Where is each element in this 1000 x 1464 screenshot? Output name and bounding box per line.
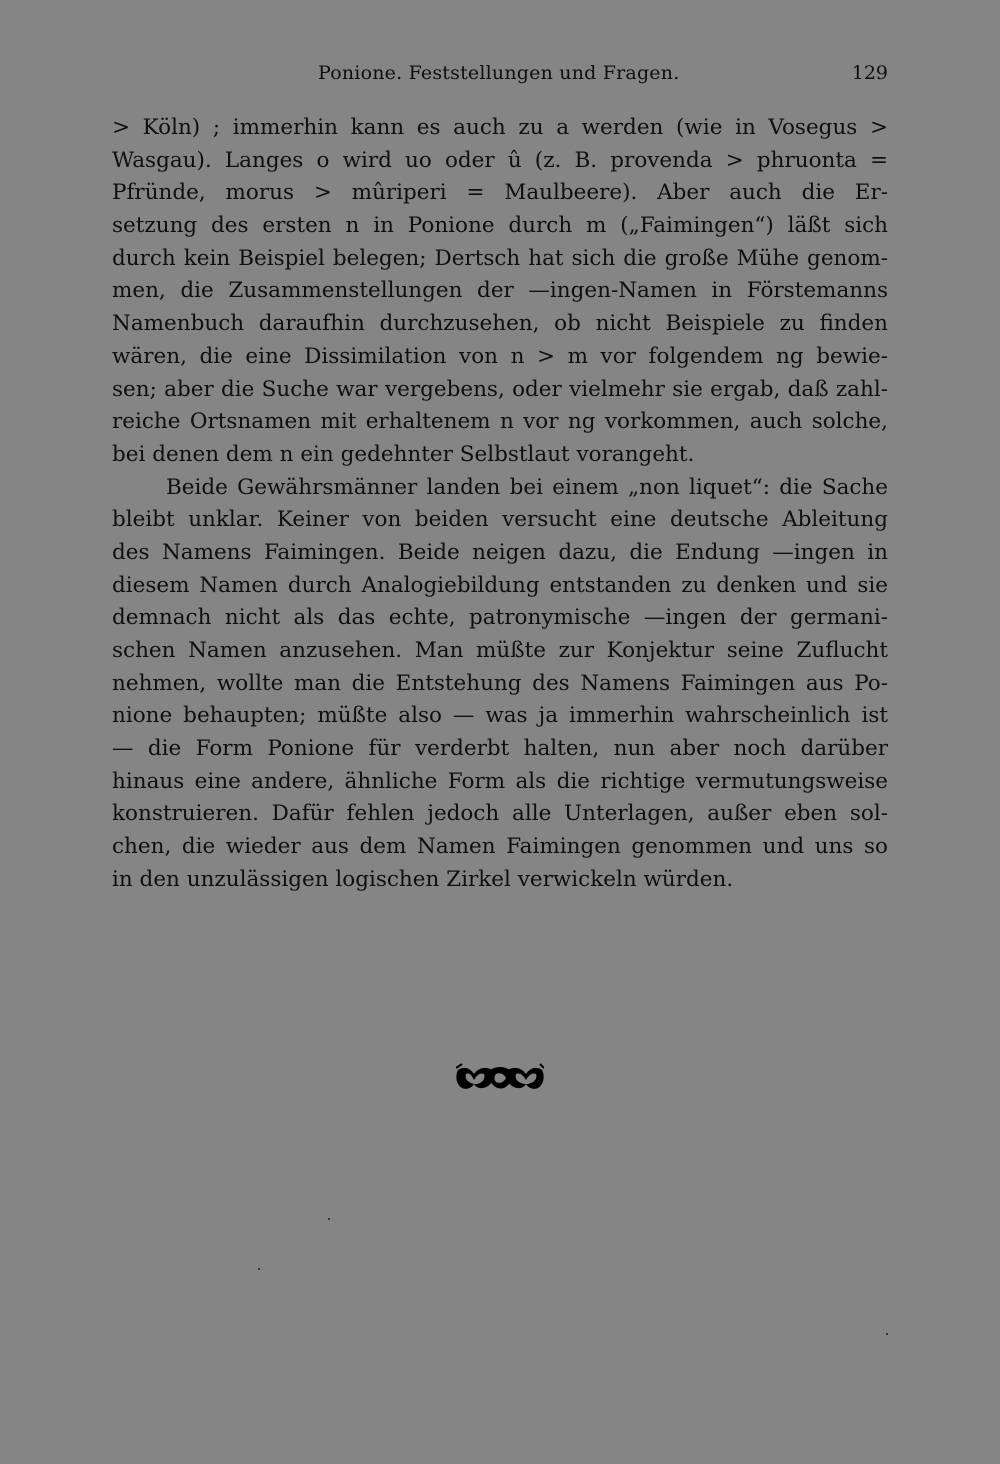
text-line: Wasgau). Langes o wird uo oder û (z. B. provenda > phruonta =: [112, 147, 888, 173]
text-line: in den unzulässigen logischen Zirkel verwickeln würden.: [112, 866, 734, 892]
text-line: konstruieren. Dafür fehlen jedoch alle Unterlagen, außer eben sol-: [112, 801, 888, 827]
fleuron-ornament-icon: [456, 1062, 544, 1102]
text-line: sen; aber die Suche war vergebens, oder vielmehr sie ergab, daß zahl-: [112, 376, 888, 402]
text-line: men, die Zusammenstellungen der —ingen-Namen in Förstemanns: [112, 278, 888, 304]
text-line: — die Form Ponione für verderbt halten, nun aber noch darüber: [112, 736, 888, 762]
paper-speck: [886, 1333, 888, 1335]
page-number: 129: [851, 62, 888, 84]
running-head: [112, 58, 888, 88]
text-line: durch kein Beispiel belegen; Dertsch hat sich die große Mühe genom-: [112, 245, 888, 271]
text-line: > Köln) ; immerhin kann es auch zu a werden (wie in Vosegus >: [112, 115, 888, 140]
paper-speck: [328, 1218, 330, 1220]
text-line: hinaus eine andere, ähnliche Form als die richtige vermutungsweise: [112, 768, 888, 794]
text-line: wären, die eine Dissimilation von n > m vor folgendem ng bewie-: [112, 343, 888, 369]
running-title: Ponione. Feststellungen und Fragen.: [318, 62, 680, 84]
text-line: Beide Gewährsmänner landen bei einem „non liquet“: die Sache: [166, 474, 888, 500]
text-line: setzung des ersten n in Ponione durch m („Faimingen“) läßt sich: [112, 213, 888, 239]
body-text: [112, 112, 888, 897]
text-line: Pfründe, morus > mûriperi = Maulbeere). Aber auch die Er-: [112, 180, 888, 206]
text-line: Namenbuch daraufhin durchzusehen, ob nicht Beispiele zu finden: [112, 311, 888, 337]
text-line: nione behaupten; müßte also — was ja immerhin wahrscheinlich ist: [112, 703, 888, 729]
text-line: bleibt unklar. Keiner von beiden versucht eine deutsche Ableitung: [112, 507, 888, 533]
text-line: diesem Namen durch Analogiebildung entstanden zu denken und sie: [112, 572, 888, 598]
paper-speck: [258, 1268, 260, 1270]
text-line: bei denen dem n ein gedehnter Selbstlaut vorangeht.: [112, 441, 695, 467]
text-line: reiche Ortsnamen mit erhaltenem n vor ng vorkommen, auch solche,: [112, 409, 888, 435]
text-line: demnach nicht als das echte, patronymische —ingen der germani-: [112, 605, 888, 631]
text-line: chen, die wieder aus dem Namen Faimingen genommen und uns so: [112, 834, 888, 860]
text-line: schen Namen anzusehen. Man müßte zur Konjektur seine Zuflucht: [112, 638, 888, 663]
text-line: nehmen, wollte man die Entstehung des Namens Faimingen aus Po-: [112, 670, 888, 696]
text-line: des Namens Faimingen. Beide neigen dazu, die Endung —ingen in: [112, 539, 888, 565]
